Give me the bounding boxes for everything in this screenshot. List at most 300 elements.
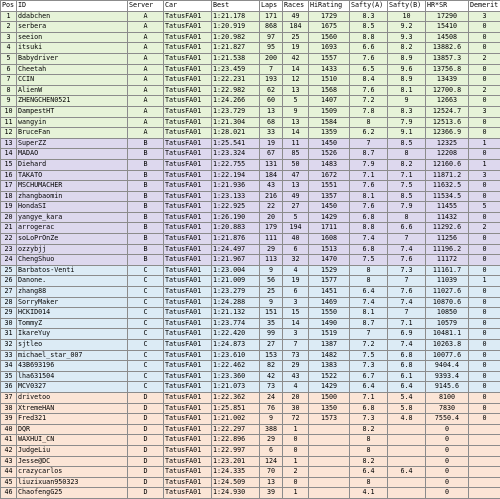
pos-cell: 12: [1, 128, 17, 139]
best-cell: 1:28.021: [212, 128, 260, 139]
server-cell: B: [128, 149, 164, 160]
laps-cell: 29: [260, 435, 283, 446]
races-cell: 40: [283, 234, 309, 245]
pos-cell: 22: [1, 234, 17, 245]
server-cell: B: [128, 202, 164, 213]
best-cell: 1:23.610: [212, 350, 260, 361]
car-cell: TatusFA01: [164, 53, 212, 64]
pos-cell: 8: [1, 85, 17, 96]
safety-a-cell: 7.6: [350, 202, 388, 213]
laps-cell: 42: [260, 371, 283, 382]
races-cell: 49: [283, 11, 309, 22]
safety-b-cell: 8.5: [388, 138, 426, 149]
pos-cell: 15: [1, 159, 17, 170]
races-cell: 11: [283, 138, 309, 149]
best-cell: 1:21.073: [212, 382, 260, 393]
hirating-cell: 1577: [309, 276, 350, 287]
safety-a-cell: 8.1: [350, 191, 388, 202]
safety-b-cell: 8.5: [388, 191, 426, 202]
server-cell: B: [128, 212, 164, 223]
safety-a-cell: 6.7: [350, 371, 388, 382]
hirating-cell: 1557: [309, 53, 350, 64]
car-cell: TatusFA01: [164, 11, 212, 22]
hirating-cell: 1469: [309, 297, 350, 308]
id-cell: crazycarlos: [17, 467, 128, 478]
id-cell: IkareYuy: [17, 329, 128, 340]
safety-a-cell: 6.4: [350, 382, 388, 393]
server-cell: B: [128, 138, 164, 149]
best-cell: 1:21.304: [212, 117, 260, 128]
table-row: [1, 403, 500, 414]
pos-cell: 41: [1, 435, 17, 446]
table-row: [1, 11, 500, 22]
races-cell: 13: [283, 181, 309, 192]
table-row: [1, 340, 500, 351]
safety-a-cell: 7.6: [350, 85, 388, 96]
safety-b-cell: 7.1: [388, 170, 426, 181]
hr-sr-cell: 12700.8: [426, 85, 469, 96]
car-cell: TatusFA01: [164, 361, 212, 372]
table-row: [1, 128, 500, 139]
table-row: [1, 445, 500, 456]
pos-cell: 31: [1, 329, 17, 340]
races-cell: 85: [283, 149, 309, 160]
laps-cell: 99: [260, 329, 283, 340]
server-cell: A: [128, 106, 164, 117]
table-body: [1, 11, 500, 498]
server-cell: D: [128, 414, 164, 425]
hirating-cell: 1675: [309, 22, 350, 33]
header-id: ID: [17, 1, 128, 12]
safety-b-cell: 5.8: [388, 403, 426, 414]
races-cell: 3: [283, 329, 309, 340]
server-cell: A: [128, 128, 164, 139]
safety-b-cell: 8.9: [388, 53, 426, 64]
best-cell: 1:22.362: [212, 392, 260, 403]
safety-a-cell: 6.8: [350, 212, 388, 223]
laps-cell: 39: [260, 488, 283, 499]
hr-sr-cell: 12325: [426, 138, 469, 149]
table-row: [1, 85, 500, 96]
server-cell: B: [128, 181, 164, 192]
demerit-cell: [469, 456, 500, 467]
races-cell: 19: [283, 276, 309, 287]
hr-sr-cell: 0: [426, 467, 469, 478]
server-cell: D: [128, 477, 164, 488]
best-cell: 1:24.335: [212, 467, 260, 478]
hr-sr-cell: 13756.8: [426, 64, 469, 75]
hr-sr-cell: 0: [426, 477, 469, 488]
table-row: [1, 223, 500, 234]
races-cell: 0: [283, 445, 309, 456]
races-cell: 14: [283, 128, 309, 139]
laps-cell: 9: [260, 265, 283, 276]
laps-cell: 22: [260, 202, 283, 213]
server-cell: D: [128, 403, 164, 414]
id-cell: JudgeLiu: [17, 445, 128, 456]
safety-b-cell: 7.9: [388, 202, 426, 213]
car-cell: TatusFA01: [164, 350, 212, 361]
safety-b-cell: [388, 477, 426, 488]
laps-cell: 171: [260, 11, 283, 22]
laps-cell: 62: [260, 85, 283, 96]
demerit-cell: 0: [469, 212, 500, 223]
demerit-cell: 0: [469, 297, 500, 308]
id-cell: Babydriver: [17, 53, 128, 64]
table-row: [1, 488, 500, 499]
laps-cell: 56: [260, 276, 283, 287]
best-cell: 1:25.541: [212, 138, 260, 149]
pos-cell: 10: [1, 106, 17, 117]
pos-cell: 17: [1, 181, 17, 192]
id-cell: wangyin: [17, 117, 128, 128]
best-cell: 1:21.009: [212, 276, 260, 287]
safety-b-cell: [388, 445, 426, 456]
safety-b-cell: 5.4: [388, 392, 426, 403]
car-cell: TatusFA01: [164, 75, 212, 86]
safety-b-cell: 6.4: [388, 467, 426, 478]
server-cell: D: [128, 467, 164, 478]
demerit-cell: 0: [469, 244, 500, 255]
id-cell: zhangbaomin: [17, 191, 128, 202]
best-cell: 1:21.002: [212, 414, 260, 425]
car-cell: TatusFA01: [164, 297, 212, 308]
hr-sr-cell: 11256: [426, 234, 469, 245]
hr-sr-cell: 11172: [426, 255, 469, 266]
hr-sr-cell: 12366.9: [426, 128, 469, 139]
hr-sr-cell: 11871.2: [426, 170, 469, 181]
safety-b-cell: 8.3: [388, 106, 426, 117]
hirating-cell: 1513: [309, 244, 350, 255]
pos-cell: 33: [1, 350, 17, 361]
safety-b-cell: 7: [388, 308, 426, 319]
safety-a-cell: 6.8: [350, 403, 388, 414]
best-cell: 1:20.883: [212, 223, 260, 234]
demerit-cell: 5: [469, 202, 500, 213]
safety-a-cell: 7.5: [350, 350, 388, 361]
demerit-cell: [469, 488, 500, 499]
pos-cell: 35: [1, 371, 17, 382]
demerit-cell: 0: [469, 371, 500, 382]
server-cell: A: [128, 75, 164, 86]
hr-sr-cell: 11196.2: [426, 244, 469, 255]
id-cell: serbera: [17, 22, 128, 33]
safety-b-cell: 9.3: [388, 32, 426, 43]
hirating-cell: 1550: [309, 308, 350, 319]
server-cell: A: [128, 32, 164, 43]
table-row: [1, 361, 500, 372]
car-cell: TatusFA01: [164, 456, 212, 467]
id-cell: sjtleo: [17, 340, 128, 351]
laps-cell: 76: [260, 403, 283, 414]
races-cell: 13: [283, 117, 309, 128]
hr-sr-cell: 0: [426, 456, 469, 467]
table-row: [1, 181, 500, 192]
header-demerit: Demerit: [469, 1, 500, 12]
safety-a-cell: 7.6: [350, 181, 388, 192]
safety-a-cell: 7.4: [350, 297, 388, 308]
best-cell: 1:23.133: [212, 191, 260, 202]
car-cell: TatusFA01: [164, 191, 212, 202]
best-cell: 1:21.936: [212, 181, 260, 192]
server-cell: A: [128, 22, 164, 33]
safety-b-cell: 8.1: [388, 85, 426, 96]
races-cell: 194: [283, 223, 309, 234]
server-cell: D: [128, 456, 164, 467]
safety-b-cell: 4.8: [388, 414, 426, 425]
table-row: [1, 64, 500, 75]
safety-b-cell: 7.6: [388, 287, 426, 298]
safety-a-cell: 8.4: [350, 75, 388, 86]
pos-cell: 11: [1, 117, 17, 128]
safety-a-cell: 7.1: [350, 392, 388, 403]
safety-a-cell: 8.2: [350, 424, 388, 435]
safety-b-cell: 9.1: [388, 128, 426, 139]
races-cell: 49: [283, 191, 309, 202]
hirating-cell: 1584: [309, 117, 350, 128]
hirating-cell: 1519: [309, 329, 350, 340]
demerit-cell: 0: [469, 64, 500, 75]
safety-b-cell: 6.9: [388, 329, 426, 340]
car-cell: TatusFA01: [164, 22, 212, 33]
laps-cell: 9: [260, 414, 283, 425]
demerit-cell: 0: [469, 128, 500, 139]
safety-a-cell: 7: [350, 329, 388, 340]
hirating-cell: 1470: [309, 255, 350, 266]
hirating-cell: [309, 424, 350, 435]
hr-sr-cell: 12208: [426, 149, 469, 160]
table-row: [1, 96, 500, 107]
laps-cell: 113: [260, 255, 283, 266]
safety-b-cell: [388, 435, 426, 446]
demerit-cell: 0: [469, 318, 500, 329]
best-cell: 1:21.876: [212, 234, 260, 245]
pos-cell: 30: [1, 318, 17, 329]
laps-cell: 200: [260, 53, 283, 64]
safety-a-cell: 7.4: [350, 234, 388, 245]
safety-b-cell: 9: [388, 96, 426, 107]
safety-a-cell: 8: [350, 435, 388, 446]
id-cell: lha631504: [17, 371, 128, 382]
server-cell: A: [128, 43, 164, 54]
best-cell: 1:21.967: [212, 255, 260, 266]
pos-cell: 29: [1, 308, 17, 319]
demerit-cell: 1: [469, 276, 500, 287]
hirating-cell: 1529: [309, 265, 350, 276]
safety-b-cell: [388, 456, 426, 467]
hr-sr-cell: 10870.6: [426, 297, 469, 308]
table-row: [1, 106, 500, 117]
safety-b-cell: 9.2: [388, 22, 426, 33]
hirating-cell: 1573: [309, 414, 350, 425]
pos-cell: 4: [1, 43, 17, 54]
best-cell: 1:24.288: [212, 297, 260, 308]
server-cell: B: [128, 234, 164, 245]
hirating-cell: 1357: [309, 191, 350, 202]
header-safety-a: Safty(A): [350, 1, 388, 12]
best-cell: 1:24.930: [212, 488, 260, 499]
table-row: [1, 22, 500, 33]
races-cell: 2: [283, 467, 309, 478]
races-cell: 50: [283, 159, 309, 170]
laps-cell: 179: [260, 223, 283, 234]
id-cell: HondaSI: [17, 202, 128, 213]
table-row: [1, 392, 500, 403]
hr-sr-cell: 11432: [426, 212, 469, 223]
safety-a-cell: 6.8: [350, 244, 388, 255]
safety-a-cell: 6.4: [350, 467, 388, 478]
table-row: [1, 212, 500, 223]
pos-cell: 27: [1, 287, 17, 298]
races-cell: 30: [283, 403, 309, 414]
hirating-cell: 1350: [309, 403, 350, 414]
safety-a-cell: 6.4: [350, 287, 388, 298]
best-cell: 1:24.509: [212, 477, 260, 488]
hr-sr-cell: 11161.7: [426, 265, 469, 276]
demerit-cell: 0: [469, 414, 500, 425]
car-cell: TatusFA01: [164, 64, 212, 75]
id-cell: HCKID014: [17, 308, 128, 319]
car-cell: TatusFA01: [164, 96, 212, 107]
id-cell: Danone.: [17, 276, 128, 287]
hirating-cell: 1551: [309, 181, 350, 192]
demerit-cell: [469, 435, 500, 446]
table-row: [1, 32, 500, 43]
header-best: Best: [212, 1, 260, 12]
safety-a-cell: 7.2: [350, 340, 388, 351]
car-cell: TatusFA01: [164, 32, 212, 43]
demerit-cell: 0: [469, 403, 500, 414]
demerit-cell: 0: [469, 43, 500, 54]
table-row: [1, 467, 500, 478]
table-row: [1, 350, 500, 361]
races-cell: 73: [283, 350, 309, 361]
safety-b-cell: 7.4: [388, 297, 426, 308]
car-cell: TatusFA01: [164, 138, 212, 149]
hirating-cell: 1407: [309, 96, 350, 107]
hirating-cell: 1672: [309, 170, 350, 181]
safety-b-cell: 7.6: [388, 255, 426, 266]
races-cell: 4: [283, 265, 309, 276]
hirating-cell: 1429: [309, 212, 350, 223]
id-cell: WAXHUI_CN: [17, 435, 128, 446]
races-cell: 47: [283, 170, 309, 181]
laps-cell: 35: [260, 318, 283, 329]
safety-a-cell: 8.3: [350, 11, 388, 22]
safety-b-cell: 6.8: [388, 361, 426, 372]
pos-cell: 34: [1, 361, 17, 372]
demerit-cell: 0: [469, 75, 500, 86]
server-cell: B: [128, 170, 164, 181]
hr-sr-cell: 0: [426, 488, 469, 499]
safety-b-cell: 7: [388, 234, 426, 245]
car-cell: TatusFA01: [164, 85, 212, 96]
table-row: [1, 329, 500, 340]
table-row: [1, 308, 500, 319]
hirating-cell: [309, 467, 350, 478]
safety-a-cell: 8: [350, 445, 388, 456]
id-cell: BruceFan: [17, 128, 128, 139]
id-cell: yangye_kara: [17, 212, 128, 223]
car-cell: TatusFA01: [164, 414, 212, 425]
server-cell: C: [128, 276, 164, 287]
laps-cell: 193: [260, 75, 283, 86]
demerit-cell: 0: [469, 392, 500, 403]
table-row: [1, 170, 500, 181]
safety-b-cell: 6.6: [388, 223, 426, 234]
races-cell: 4: [283, 382, 309, 393]
laps-cell: 111: [260, 234, 283, 245]
laps-cell: 13: [260, 477, 283, 488]
hr-sr-cell: 0: [426, 435, 469, 446]
pos-cell: 32: [1, 340, 17, 351]
server-cell: A: [128, 85, 164, 96]
pos-cell: 5: [1, 53, 17, 64]
laps-cell: 43: [260, 181, 283, 192]
car-cell: TatusFA01: [164, 149, 212, 160]
best-cell: 1:23.004: [212, 265, 260, 276]
pos-cell: 45: [1, 477, 17, 488]
hirating-cell: 1522: [309, 371, 350, 382]
races-cell: 12: [283, 75, 309, 86]
hr-sr-cell: 0: [426, 424, 469, 435]
hirating-cell: [309, 488, 350, 499]
id-cell: ozzybjj: [17, 244, 128, 255]
header-hr-sr: HR*SR: [426, 1, 469, 12]
demerit-cell: 2: [469, 53, 500, 64]
id-cell: Barbatos-Venti: [17, 265, 128, 276]
laps-cell: 70: [260, 467, 283, 478]
races-cell: 20: [283, 392, 309, 403]
laps-cell: 7: [260, 64, 283, 75]
best-cell: 1:22.755: [212, 159, 260, 170]
safety-b-cell: 8.9: [388, 75, 426, 86]
best-cell: 1:25.851: [212, 403, 260, 414]
best-cell: 1:20.982: [212, 32, 260, 43]
best-cell: 1:21.538: [212, 53, 260, 64]
hirating-cell: 1450: [309, 202, 350, 213]
races-cell: 5: [283, 212, 309, 223]
races-cell: 15: [283, 308, 309, 319]
hirating-cell: 1526: [309, 149, 350, 160]
id-cell: MADAO: [17, 149, 128, 160]
car-cell: TatusFA01: [164, 392, 212, 403]
car-cell: TatusFA01: [164, 255, 212, 266]
server-cell: C: [128, 318, 164, 329]
safety-a-cell: 8: [350, 265, 388, 276]
laps-cell: 216: [260, 191, 283, 202]
server-cell: C: [128, 361, 164, 372]
safety-a-cell: 7.3: [350, 361, 388, 372]
laps-cell: 95: [260, 43, 283, 54]
car-cell: TatusFA01: [164, 43, 212, 54]
car-cell: TatusFA01: [164, 223, 212, 234]
races-cell: 42: [283, 53, 309, 64]
races-cell: 43: [283, 371, 309, 382]
laps-cell: 24: [260, 392, 283, 403]
hr-sr-cell: 7830: [426, 403, 469, 414]
hirating-cell: [309, 445, 350, 456]
best-cell: 1:23.324: [212, 149, 260, 160]
laps-cell: 388: [260, 424, 283, 435]
hr-sr-cell: 0: [426, 445, 469, 456]
id-cell: TAKATO: [17, 170, 128, 181]
table-row: [1, 424, 500, 435]
server-cell: C: [128, 287, 164, 298]
hr-sr-cell: 10077.6: [426, 350, 469, 361]
server-cell: C: [128, 265, 164, 276]
hirating-cell: 1387: [309, 340, 350, 351]
